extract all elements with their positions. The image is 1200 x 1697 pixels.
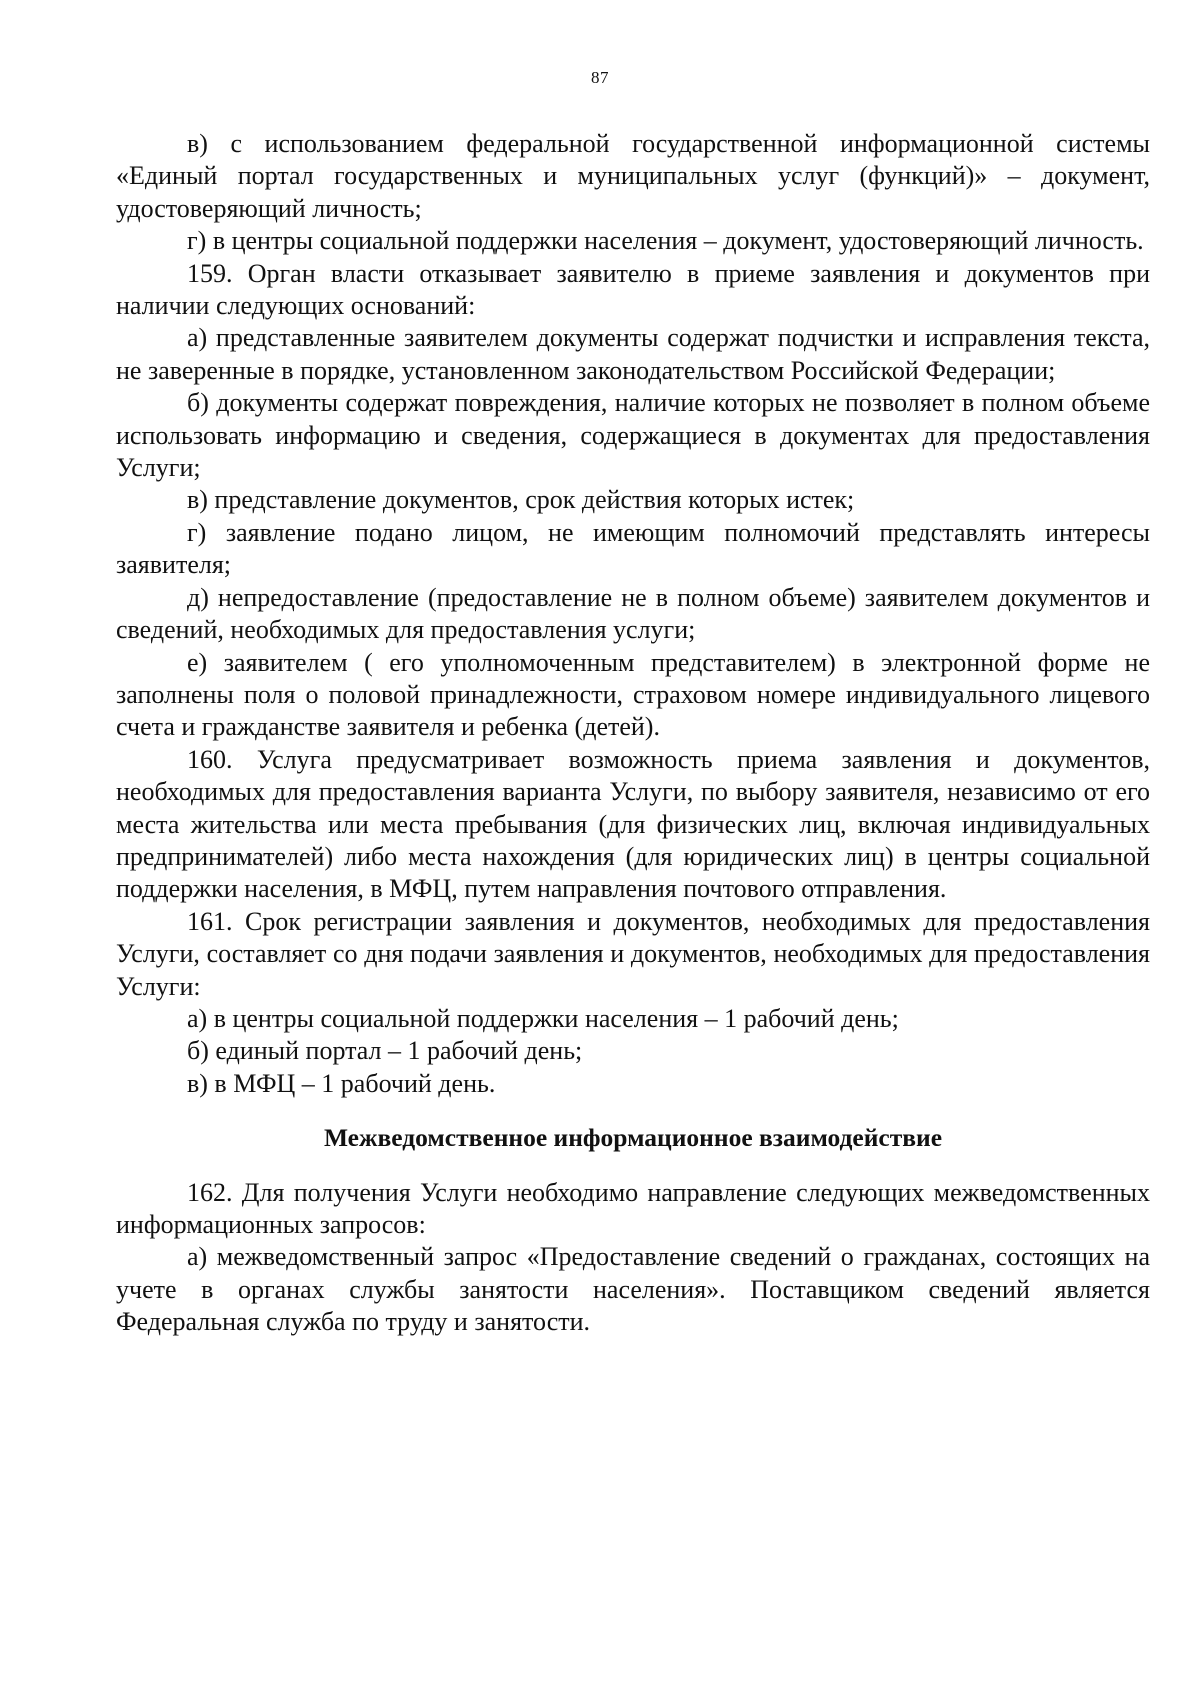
paragraph-161-v: в) в МФЦ – 1 рабочий день. [187,1068,496,1098]
page-number: 87 [591,68,609,87]
paragraph-162: 162. Для получения Услуги необходимо направление следующих межведомственных информационных запросов: [116,1177,1150,1239]
paragraph-159: 159. Орган власти отказывает заявителю в приеме заявления и документов при наличии следующих оснований: [116,258,1150,321]
paragraph-159-e: е) заявителем ( его уполномоченным представителем) в электронной форме не заполнены поля о половой принадлежности, страховом номере индивидуального лицевого счета и гражданстве заявителя и ребенка (детей). [116,647,1150,742]
paragraph-162-a: а) межведомственный запрос «Предоставление сведений о гражданах, состоящих на учете в органах службы занятости населения». Поставщиком сведений является Федеральная служба по труду и занятости. [116,1242,1150,1337]
paragraph-159-g: г) заявление подано лицом, не имеющим полномочий представлять интересы заявителя; [116,517,1150,580]
paragraph-161: 161. Срок регистрации заявления и документов, необходимых для предоставления Услуги, составляет со дня подачи заявления и документов, необходимых для предоставления Услуги: [116,906,1150,1001]
document-body [116,128,1150,1339]
section-heading: Межведомственное информационное взаимодействие [323,1123,943,1153]
paragraph-160: 160. Услуга предусматривает возможность приема заявления и документов, необходимых для предоставления варианта Услуги, по выбору заявителя, независимо от его места жительства или места пребывания (для физических лиц, включая индивидуальных предпринимателей) либо места нахождения (для юридических лиц) в центры социальной поддержки населения, в МФЦ, путем направления почтового отправления. [116,744,1150,904]
paragraph-159-v: в) представление документов, срок действия которых истек; [187,485,855,515]
paragraph-161-a: а) в центры социальной поддержки населения – 1 рабочий день; [187,1003,899,1033]
paragraph-161-b: б) единый портал – 1 рабочий день; [187,1036,583,1066]
paragraph-159-d: д) непредоставление (предоставление не в полном объеме) заявителем документов и сведений, необходимых для предоставления услуги; [116,582,1150,645]
paragraph-159-b: б) документы содержат повреждения, наличие которых не позволяет в полном объеме использовать информацию и сведения, содержащиеся в документах для предоставления Услуги; [116,388,1150,483]
paragraph-159-a: а) представленные заявителем документы содержат подчистки и исправления текста, не заверенные в порядке, установленном законодательством Российской Федерации; [116,323,1150,385]
paragraph-item-v-portal: в) с использованием федеральной государственной информационной системы «Единый портал государственных и муниципальных услуг (функций)» – документ, удостоверяющий личность; [116,129,1150,223]
paragraph-item-g-centers: г) в центры социальной поддержки населения – документ, удостоверяющий личность. [187,226,1144,256]
